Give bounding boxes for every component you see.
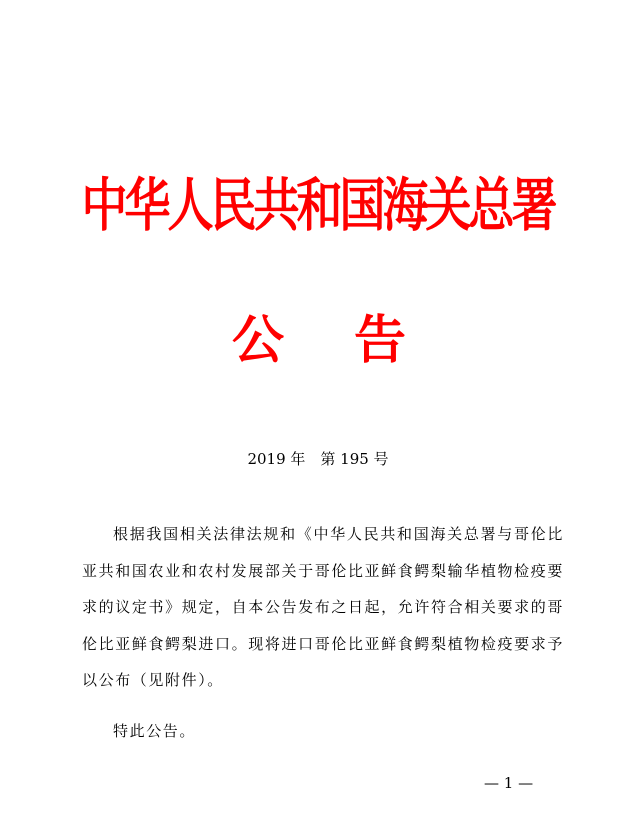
doc-type-char-2: 告 — [354, 311, 407, 371]
issuer-title: 中华人民共和国海关总署 — [81, 171, 555, 239]
document-number: 2019 年 第 195 号 — [247, 450, 389, 468]
body-paragraph: 根据我国相关法律法规和《中华人民共和国海关总署与哥伦比亚共和国农业和农村发展部关于哥伦比亚鲜食鳄梨输华植物检疫要求的议定书》规定，自本公告发布之日起，允许符合相关要求的哥伦比亚鲜食鳄梨进口。现将进口哥伦比亚鲜食鳄梨植物检疫要求予以公布（见附件）。 — [82, 525, 564, 689]
closing-line: 特此公告。 — [113, 722, 197, 740]
doc-type-char-1: 公 — [232, 311, 285, 371]
body-text — [82, 516, 564, 699]
page-number: — 1 — — [484, 774, 534, 792]
